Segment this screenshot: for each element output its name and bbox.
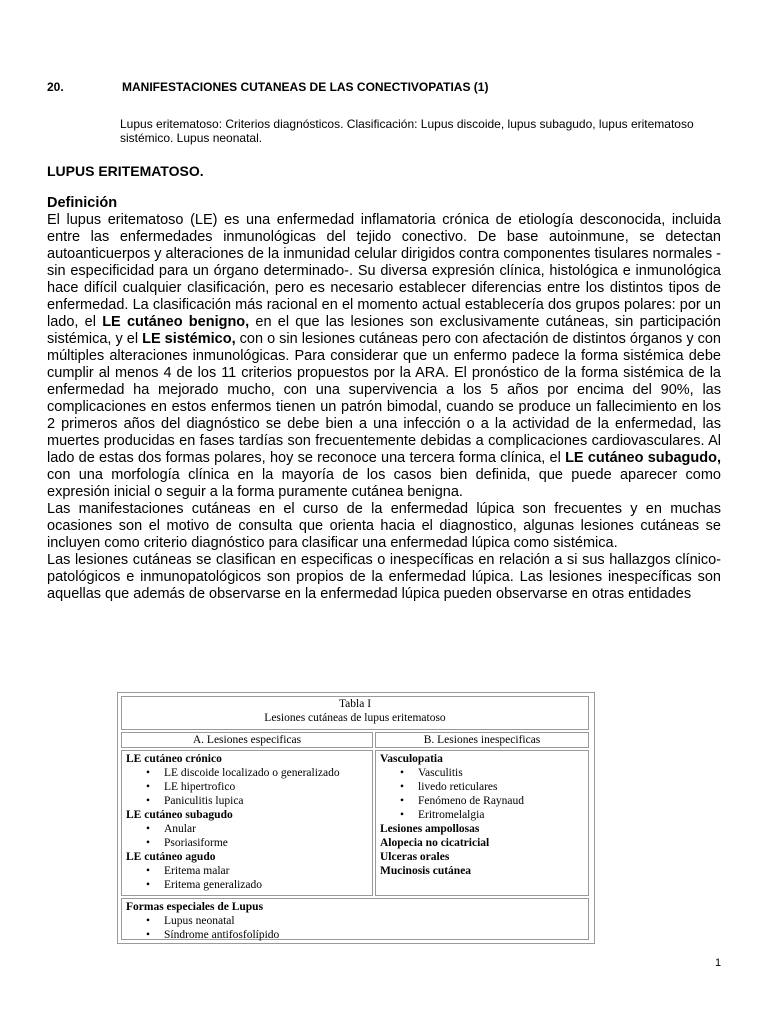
group-heading: Ulceras orales (380, 851, 450, 863)
list-item: • livedo reticulares (400, 780, 584, 794)
list-item: • LE discoide localizado o generalizado (146, 766, 368, 780)
list-item: • Paniculitis lupica (146, 794, 368, 808)
group-heading: Mucinosis cutánea (380, 865, 472, 877)
special-forms-cell (121, 898, 589, 940)
group-heading: Lesiones ampollosas (380, 823, 480, 835)
list-item: • Lupus neonatal (146, 914, 584, 928)
p1-text-c: en el que las lesiones son exclusivamente cutáneas, sin participación sistémica, y el (47, 314, 721, 347)
list-item: • Eritema generalizado (146, 878, 368, 892)
group-heading: Alopecia no cicatricial (380, 837, 490, 849)
p1-text-e: con una morfología clínica en la mayoría de los casos bien definida, que puede aparecer como expresión inicial o seguir a la forma puramente cutánea benigna. (47, 467, 721, 500)
table-subtitle: Lesiones cutáneas de lupus eritematoso (264, 712, 446, 724)
list-item: • Psoriasiforme (146, 836, 368, 850)
group-heading: Formas especiales de Lupus (126, 901, 264, 913)
definition-paragraph-2: Las manifestaciones cutáneas en el curso de la enfermedad lúpica son frecuentes y en muchas ocasiones son el motivo de consulta que orienta hacia el diagnostico, algunas lesiones cutáneas se incluyen como criterio diagnóstico para clasificar una enfermedad lúpica como sistémica. (47, 501, 721, 551)
group-heading: Vasculopatia (380, 753, 443, 765)
p1-bold-le-cutaneo-benigno: LE cutáneo benigno, (102, 314, 250, 330)
list-item: • LE hipertrofico (146, 780, 368, 794)
table-title: Tabla I (338, 698, 372, 710)
group-heading: LE cutáneo crónico (126, 753, 222, 765)
definition-paragraph-1 (47, 212, 721, 501)
chapter-heading (47, 80, 727, 94)
list-item: • Eritromelalgia (400, 808, 584, 822)
chapter-summary: Lupus eritematoso: Criterios diagnósticos. Clasificación: Lupus discoide, lupus subagudo, lupus eritematoso sistémico. Lupus neonatal. (120, 117, 694, 145)
column-a-header: A. Lesiones especificas (121, 732, 373, 748)
list-item: • Anular (146, 822, 368, 836)
chapter-number: 20. (47, 80, 64, 94)
p1-bold-le-cutaneo-subagudo: LE cutáneo subagudo, (565, 450, 721, 466)
definition-paragraph-3: Las lesiones cutáneas se clasifican en especificas o inespecíficas en relación a si sus hallazgos clínico-patológicos e inmunopatológicos son propios de la enfermedad lúpica. Las lesiones inespecíficas son aquellas que además de observarse en la enfermedad lúpica pueden observarse en otras entidades (47, 552, 721, 602)
p1-text-d: con o sin lesiones cutáneas pero con afectación de distintos órganos y con múltiples alteraciones inmunológicas. Para considerar que un enfermo padece la forma sistémica debe cumplir al menos 4 de los 11 criterios propuestos por la ARA. El pronóstico de la forma sistémica de la enfermedad ha mejorado mucho, con una supervivencia a los 5 años por encima del 90%, las complicaciones en estos enfermos tienen un patrón bimodal, cuando se produce un fallecimiento en los 2 primeros años del diagnóstico se debe bien a una infección o a la actividad de la enfermedad, las muertes producidas en fases tardías son frecuentemente debidas a complicaciones cardiovasculares. Al lado de estas dos formas polares, hoy se reconoce una tercera forma clínica, el (47, 331, 721, 466)
list-item: • Eritema malar (146, 864, 368, 878)
p1-bold-le-sistemico: LE sistémico, (142, 331, 236, 347)
nonspecific-lesions-cell (375, 750, 589, 896)
list-item: • Fenómeno de Raynaud (400, 794, 584, 808)
group-heading: LE cutáneo agudo (126, 851, 216, 863)
specific-lesions-cell (121, 750, 373, 896)
column-b-header: B. Lesiones inespecificas (375, 732, 589, 748)
section-title: LUPUS ERITEMATOSO. (47, 163, 204, 179)
list-item: • Vasculitis (400, 766, 584, 780)
definition-section (47, 195, 721, 603)
table-header (121, 696, 589, 730)
list-item: • Síndrome antifosfolípido (146, 928, 584, 942)
p1-text-a: El lupus eritematoso (LE) es una enfermedad inflamatoria crónica de etiología desconocida, incluida entre las enfermedades inmunológicas del tejido conectivo. De base autoinmune, se detectan autoanticuerpos y alteraciones de la inmunidad celular dirigidos contra componentes tisulares normales -sin especificidad para un órgano determinado-. Su diversa expresión clínica, histológica e inmunológica hace difícil cualquier clasificación, pero es necesario establecer diferencias entre los distintos tipos de enfermedad. La clasificación más racional en el momento actual establecería dos grupos polares: por un lado, el (47, 212, 721, 330)
lesions-table (117, 692, 595, 944)
chapter-title: MANIFESTACIONES CUTANEAS DE LAS CONECTIVOPATIAS (1) (122, 80, 489, 94)
group-heading: LE cutáneo subagudo (126, 809, 233, 821)
definition-heading: Definición (47, 195, 118, 211)
page-number: 1 (715, 957, 722, 969)
